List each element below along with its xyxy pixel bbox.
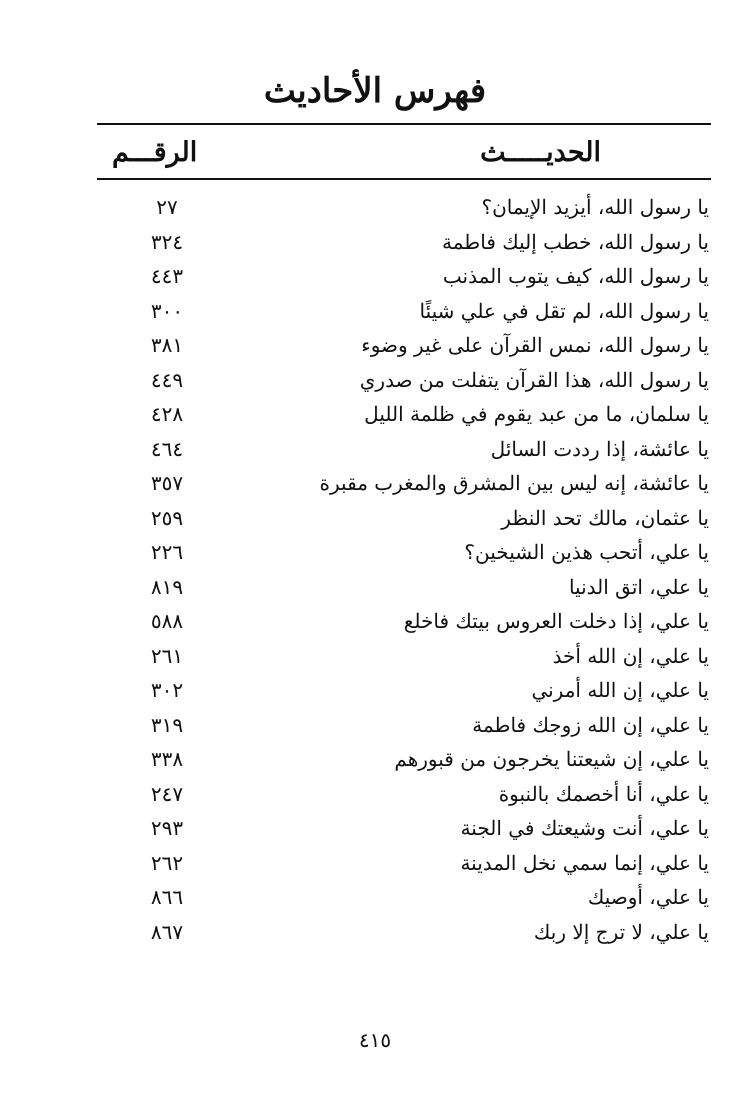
hadith-number: ٣٨١ [150, 333, 184, 357]
table-row [97, 503, 711, 538]
table-row [97, 744, 711, 779]
hadith-number: ٣٠٢ [150, 678, 184, 702]
hadith-number: ٣٣٨ [150, 747, 184, 771]
hadith-number: ٣٢٤ [150, 229, 184, 254]
table-row [97, 606, 711, 641]
hadith-number: ٣٠٠ [150, 298, 184, 323]
hadith-text: يا علي، اتق الدنيا [568, 574, 709, 599]
table-row [97, 365, 711, 400]
hadith-text: يا علي، إن الله أمرني [531, 678, 709, 702]
hadith-text: يا رسول الله، هذا القرآن يتفلت من صدري [359, 367, 709, 392]
page-title: فهرس الأحاديث [263, 71, 487, 111]
page-number: ٤١٥ [358, 1028, 392, 1052]
hadith-text: يا علي، إنما سمي نخل المدينة [460, 850, 709, 875]
hadith-text: يا رسول الله، نمس القرآن على غير وضوء [361, 333, 709, 357]
table-row [97, 434, 711, 469]
header-top-rule [97, 123, 711, 125]
hadith-text: يا رسول الله، لم تقل في علي شيئًا [419, 298, 709, 323]
hadith-text: يا عائشة، إذا رددت السائل [490, 436, 709, 461]
table-row [97, 296, 711, 331]
hadith-text: يا رسول الله، كيف يتوب المذنب [442, 264, 709, 288]
hadith-number: ٨٦٧ [150, 919, 184, 944]
table-row [97, 641, 711, 676]
table-row [97, 710, 711, 745]
table-header [97, 126, 711, 178]
hadith-text: يا رسول الله، أيزيد الإيمان؟ [481, 195, 709, 219]
table-row [97, 261, 711, 296]
table-row [97, 537, 711, 572]
hadith-text: يا علي، إذا دخلت العروس بيتك فاخلع [403, 609, 709, 633]
hadith-number: ٤٤٣ [150, 264, 184, 288]
table-row [97, 882, 711, 917]
hadith-text: يا رسول الله، خطب إليك فاطمة [442, 229, 709, 254]
hadith-number: ٢٩٣ [150, 816, 184, 840]
hadith-text: يا سلمان، ما من عبد يقوم في ظلمة الليل [364, 402, 709, 426]
table-row [97, 330, 711, 365]
hadith-text: يا علي، أتحب هذين الشيخين؟ [464, 540, 709, 564]
hadith-text: يا علي، إن الله أخذ [552, 643, 709, 668]
table-row [97, 227, 711, 262]
header-bottom-rule [97, 178, 711, 180]
hadith-text: يا علي، إن الله زوجك فاطمة [472, 712, 709, 737]
hadith-text: يا علي، أنا أخصمك بالنبوة [498, 781, 709, 806]
hadith-text: يا عثمان، مالك تحد النظر [501, 505, 709, 530]
hadith-text: يا علي، أوصيك [587, 885, 709, 909]
table-row [97, 399, 711, 434]
hadith-number: ٤٢٨ [150, 402, 184, 426]
table-row [97, 675, 711, 710]
table-row [97, 572, 711, 607]
table-row [97, 848, 711, 883]
hadith-number: ٤٤٩ [150, 367, 184, 392]
table-row [97, 917, 711, 952]
hadith-number: ٢٧ [156, 195, 178, 219]
hadith-number: ٢٦٢ [150, 850, 184, 875]
hadith-number: ٢٦١ [150, 643, 184, 668]
hadith-text: يا عائشة، إنه ليس بين المشرق والمغرب مقبرة [319, 471, 709, 495]
hadith-text: يا علي، أنت وشيعتك في الجنة [460, 816, 709, 840]
hadith-number: ٣١٩ [150, 712, 184, 737]
hadith-number: ٨١٩ [150, 574, 184, 599]
table-row [97, 813, 711, 848]
column-header-hadith: الحديـــــث [480, 137, 601, 168]
column-header-number: الرقـــم [112, 137, 198, 168]
hadith-number: ٥٨٨ [150, 609, 184, 633]
hadith-number: ٣٥٧ [150, 471, 184, 495]
hadith-text: يا علي، إن شيعتنا يخرجون من قبورهم [394, 747, 709, 771]
hadith-number: ٤٦٤ [150, 436, 184, 461]
hadith-number: ٢٢٦ [150, 540, 184, 564]
hadith-index-list [97, 192, 711, 951]
table-row [97, 779, 711, 814]
table-row [97, 468, 711, 503]
hadith-number: ٨٦٦ [150, 885, 184, 909]
hadith-number: ٢٤٧ [150, 781, 184, 806]
hadith-number: ٢٥٩ [150, 505, 184, 530]
table-row [97, 192, 711, 227]
hadith-text: يا علي، لا ترج إلا ربك [533, 919, 709, 944]
